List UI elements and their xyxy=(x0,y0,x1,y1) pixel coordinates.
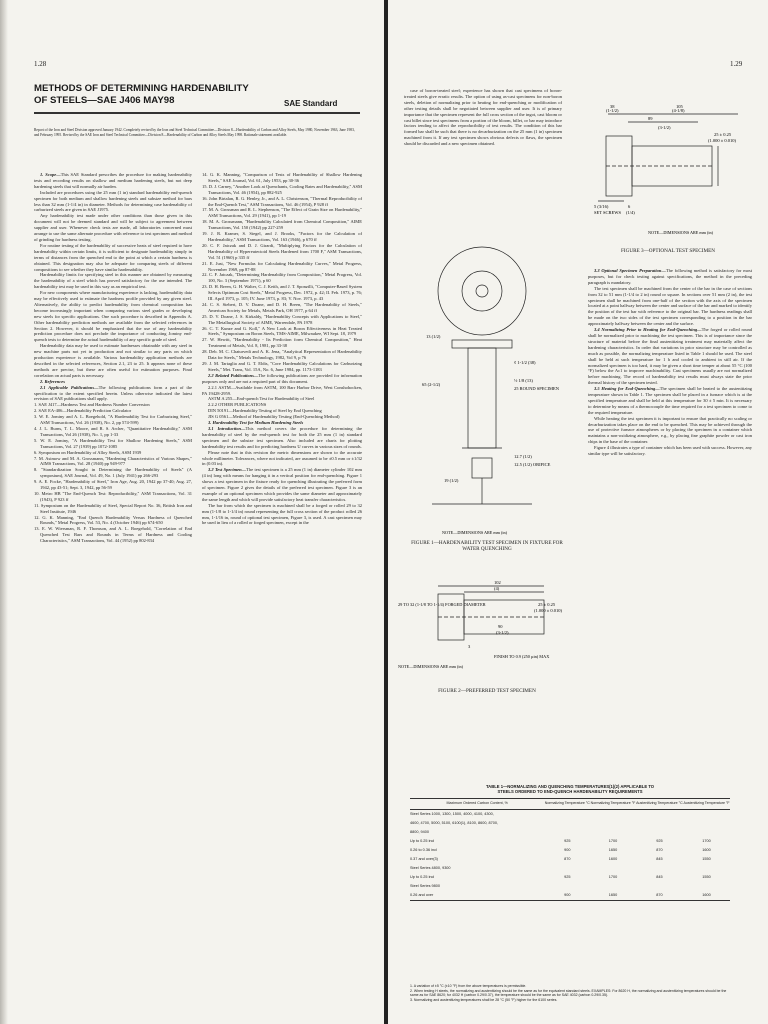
fig2-forged-dia: 29 TO 32 (1-1/8 TO 1-1/4) FORGED DIAMETER xyxy=(398,602,486,607)
section-heading: 2.2 Related Publications— xyxy=(208,372,259,378)
figure-3-optional-specimen xyxy=(588,96,748,236)
table-cell-value xyxy=(590,882,635,891)
table-cell-value xyxy=(683,864,730,873)
fig2-dim-3: 3 xyxy=(468,644,471,649)
table-cell-value: 925 xyxy=(656,839,663,843)
table-body xyxy=(410,810,730,901)
fig1-wall: ½ 1/8 (13) xyxy=(514,378,533,383)
book-spine-shadow xyxy=(0,0,8,1024)
paragraph-text: The test specimen is a 25 mm (1 in) diameter cylinder 102 mm (4 in) long with means for hanging it in a vertical position for end-quenching. Figure 1 shows a test specimen in the fixture ready for quenching illustrating the preferred form of specimen. Figure 2 gives the details of the preferred test specimen. Figure 3 is an example of an optional specimen which provides the same diameter and approximately the same length and which will provide satisfactory heat transfer characteristics. xyxy=(202,467,362,502)
table-header-cell: Maximum Ordered Carbon Content, % xyxy=(410,799,544,810)
fig3-set-screw-label: SET SCREWS xyxy=(594,210,622,215)
reference-item: 4. J. L. Burns, T. L. Moore, and R. S. Archer, "Quantitative Hardenability," ASM Transactions, Vol 26 (1938), No. 1, pp 1-33 xyxy=(34,425,192,437)
fig2-length-2-in: (3-1/2) xyxy=(496,630,509,635)
table-row xyxy=(410,828,730,837)
fig3-dim-6-in: (1/4) xyxy=(626,210,635,215)
fig1-gap: 12.7 (1/2) xyxy=(514,454,532,459)
section-heading: 3.3 Optional Specimen Preparation— xyxy=(594,268,666,273)
standard-label: SAE Standard xyxy=(284,99,338,108)
table-cell-value: 1700 xyxy=(702,839,711,843)
table-cell-value xyxy=(544,828,590,837)
paragraph-text: Included are procedures using the 25 mm (1 in) standard hardenability end-quench specimen for both medium and shallow hardening steels and subsize method for bars less than 32 mm (1-1/4 in) in diameter. Methods for determining case hardenability of carburized steels are given in SAE J1975. xyxy=(34,189,192,213)
table-cell-value xyxy=(544,882,590,891)
table-cell-value xyxy=(544,810,590,820)
paragraph-text: The following publications form a part of the specification to the extent specified herein. Unless otherwise indicated the latest revision of SAE publications shall apply. xyxy=(34,384,192,402)
table-cell-name: Up to 0.25 incl xyxy=(410,839,435,843)
paragraph xyxy=(34,385,192,403)
table-cell-value xyxy=(683,882,730,891)
table-cell-value: 1650 xyxy=(608,848,618,852)
reference-item: 11. Symposium on the Hardenability of Steel, Special Report No. 36, British Iron and Steel Institute, 1946 xyxy=(34,502,192,514)
table-cell-name: Up to 0.25 incl xyxy=(410,875,435,879)
table-row xyxy=(410,855,730,864)
fig3-note: NOTE—DIMENSIONS ARE mm (in) xyxy=(648,230,714,235)
table-cell-value xyxy=(636,819,683,828)
paragraph-text: The bar from which the specimen is machined shall be a forged or rolled 29 to 32 mm (1-1/8 to 1-1/4 in) round representing the full cross section of the product rolled 26 mm, 1-1/16 in, round of optional test specimen, Figure 3, is used. A cast specimen may be used in lieu of a rolled or forged specimen, except in the xyxy=(202,502,362,526)
table-cell-value xyxy=(636,828,683,837)
paragraph-text: case of boron-treated steel; experience has shown that cast specimens of boron-treated steels give erratic results. The option of using as-cast specimens for non-boron steels, deletion of normalizing prior to heating for end-quenching or modification of other testing details shall be negotiated between supplier and user. It is of primary importance that the specimen represent the full cross section of the ingot, cast bloom or cast billet since test specimens from a portion of the bloom, billet, or bar may introduce factors tending to affect the reproducibility of test results. The condition of this bar formed bar shall be such that there is no decarburization on the 25 mm (1 in) specimen machined from it. If any test specimen shows obvious defects or flaws, the specimen should be discarded and a new specimen obtained. xyxy=(404,88,562,147)
table-caption-line-1: TABLE 1—NORMALIZING AND QUENCHING TEMPERATURES(1)(2) APPLICABLE TO xyxy=(485,784,655,789)
paragraph xyxy=(202,373,362,385)
table-row xyxy=(410,819,730,828)
page-number-right: 1.29 xyxy=(730,60,743,68)
figure-1-fixture xyxy=(402,236,564,536)
fig1-bottom-dim: 65 (2-1/2) xyxy=(422,382,441,387)
table-cell-value: 870 xyxy=(636,891,683,901)
fig2-length: 102 xyxy=(494,580,501,585)
table-cell-value xyxy=(683,810,730,820)
table-header-row xyxy=(410,799,730,810)
figure-1-caption: FIGURE 1—HARDENABILITY TEST SPECIMEN IN FIXTURE FOR WATER QUENCHING xyxy=(411,540,563,552)
paragraph-text: The test specimen shall be machined from the center of the bar in the case of sections from 32 to 51 mm (1-1/4 to 2 in) round or square. In sections over 51 mm (2 in), the test specimen shall be machined from one-half of the section with the axis of the specimen located at a point halfway between the center and surface of the bar and marked to identify the position of the test bar with reference to the original bar. The hardness readings shall be made on the two sides of the test specimen corresponding to a position in the bar approximately halfway between the center and the surface. xyxy=(588,285,752,327)
section-heading: 3.5 Heating for End-Quenching— xyxy=(594,386,660,392)
table-cell-value: 925 xyxy=(564,875,571,879)
reference-item: 5. W. E. Jominy, "A Hardenability Test for Shallow Hardening Steels," ASM Transactions, Vol. 27 (1939) pp 1072-1085 xyxy=(34,437,192,449)
table-cell-name: 4600, 4700, 5000, 5100, 6100(1), 8100, 8600, 8700, xyxy=(410,821,499,825)
table-cell-value: 870 xyxy=(564,857,571,861)
reference-item: 27. W. Hewitt, "Hardenability - Its Prediction form Chemical Composition," Heat Treatment of Metals, Vol. 8, 1981, pp 33-38 xyxy=(202,337,362,349)
fig3-dim-38-in: (1-1/2) xyxy=(606,108,619,113)
table-cell-name: 0.26 and over xyxy=(410,891,544,901)
fig3-diameter: 25 ± 0.25 xyxy=(714,132,732,137)
reference-item: 17. M. A. Grossman and R. L. Stephenson, "The Effect of Grain Size on Hardenability," ASM Transactions, Vol. 29 (1941), pp 1-19 xyxy=(202,207,362,219)
fig1-note: NOTE—DIMENSIONS ARE mm (in) xyxy=(442,530,508,535)
paragraph-text: For new components where manufacturing experience is lacking, hardenability data may be effectively used to estimate the hardness profile provided by any given steel. Alternatively, the ability to predict hardenability from chemical composition has become increasingly important when comparing various steel grades or developing new steels for specific applications. One such procedure is described in Appendix A. Other hardenability prediction methods are available from the selected references in Section 2. However, it should be emphasized that the use of any hardenability prediction procedure does not preclude the importance of conducting Jominy end-quench tests to determine the actual hardenability of any specific grade of steel. xyxy=(34,290,192,343)
paragraph xyxy=(202,503,362,527)
paragraph-text: Any hardenability test made under other conditions than those given in this document will not be deemed standard and will be subject to agreement between supplier and user. Whenever check tests are made, all laboratories concerned must arrange to use the same alternate procedure with reference to test specimen and method of grinding for hardness testing. xyxy=(34,213,192,242)
fig3-dim-38: 38 xyxy=(610,104,615,109)
section-heading: 2. References xyxy=(40,378,65,384)
table-1 xyxy=(410,784,730,901)
fig1-top-dim: 13 (1/2) xyxy=(426,334,441,339)
reference-item: 2. SAE EA-406—Hardenability Prediction Calculator xyxy=(34,408,132,414)
section-heading: 1. Scope— xyxy=(40,172,61,177)
fig3-set-screw: 5 (3/16) xyxy=(594,204,609,209)
figure-3-caption: FIGURE 3—OPTIONAL TEST SPECIMEN xyxy=(620,248,715,254)
figure-2-caption: FIGURE 2—PREFERRED TEST SPECIMEN xyxy=(438,688,536,694)
paragraph-text: JIS G 0561—Method of Hardenability Testing (End-Quenching Method) xyxy=(208,414,340,420)
paragraph xyxy=(588,445,752,457)
paragraph-text: The forged or rolled round shall be normalized prior to machining the test specimen. This is of importance since the structure of material before the final austenitizing treatment may materially affect the hardening characteristics. In order that variations in prior structure may be controlled as much as possible, the normalizing temperature listed in Table 1 should be used. The steel shall be held at such temperature for 1 h and cooled to ambient in still air. If the normalized specimen is too hard, it may be given a short time temper at about 55 °C (100 °F) below the Ac1 to improve machinability. Cast specimens usually are not normalized before machining. The record of hardenability test results must always state the prior thermal history of the specimen tested. xyxy=(588,327,752,386)
table-cell-name: 8800, 9400 xyxy=(410,830,430,834)
page-number-left: 1.28 xyxy=(34,60,47,68)
reference-item: 15. D. J. Carney, "Another Look at Quenchants, Cooling Rates and Hardenability," ASM Transactions, Vol. 46 (1954), pp 882-925 xyxy=(202,183,362,195)
fig2-note: NOTE—DIMENSIONS ARE mm (in) xyxy=(398,664,464,669)
reference-item: 24. C. S. Siebert, D. V. Doane, and D. H. Breen, "The Hardenability of Steels," American Society for Metals, Metals Park, OH 1977, p 64 ff xyxy=(202,301,362,313)
right-column-text xyxy=(588,268,752,708)
table-header-cell: Austenitizing Temperature °C xyxy=(636,799,683,810)
reference-item: 23. D. H. Breen, G. H. Walter, C. J. Keith, and J. T. Sponzilli, "Computer-Based System Selects Optimum Cost Steels," Metal Progress, Dec. 1972, p. 42; II. Feb. 1973, p. 76; III. April 1973, p. 105; IV. June 1973, p. 83; V. Nov. 1973, p. 43 xyxy=(202,284,362,302)
fig2-length-in: (4) xyxy=(494,586,500,591)
table-row xyxy=(410,846,730,855)
fig1-spec: 25 ROUND SPECIMEN xyxy=(514,386,560,391)
fig3-dim-105: 105 xyxy=(676,104,683,109)
title-rule xyxy=(34,112,360,114)
reference-item: 18. M. A. Grossmann, "Hardenability Calculated from Chemical Composition," AIME Transactions, Vol. 150 (1942) pp 227-259 xyxy=(202,219,362,231)
paragraph xyxy=(34,213,192,243)
table-1-notes xyxy=(410,984,730,1002)
right-top-text xyxy=(404,88,562,228)
section-heading: 3.1 Introduction— xyxy=(208,425,246,431)
table-header-cell: Normalizing Temperature °C xyxy=(544,799,590,810)
figure-2-preferred-specimen xyxy=(398,576,568,676)
reference-item: 26. C. T. Kunze and G. Koll," A New Look at Boron Effectiveness in Heat Treated Steels," Symposium on Boron Steels, TMS-AIME, Milwaukee, WI Sept. 18, 1979 xyxy=(202,325,362,337)
table-row xyxy=(410,891,730,901)
reference-item: 25. D. V. Doane, J. S. Kirkaldy, "Hardenability Concepts with Applications to Steel," The Metallurgical Society of AIME, Warrendale, PA 1978 xyxy=(202,313,362,325)
left-column-2 xyxy=(202,172,362,1022)
table-cell-value: 845 xyxy=(656,857,663,861)
reference-item: 7. M. Asimow and M. A. Grossmann, "Hardening Characteristics of Various Shapes," AIMS Transactions, Vol. 28 (1940) pp 949-977 xyxy=(34,455,192,467)
table-row xyxy=(410,864,730,873)
report-note: Report of the Iron and Steel Division approved January 1942. Completely revised by the Iron and Steel Technical Committee—Division 8—Hardenability of Carbon and Alloy Steels, May 1980, November 1963, June 1983, and February 1995. Revised by the SAE Iron and Steel Technical Committee—Division 8—Hardenability of Carbon and Alloy Steels May 1998. Rationale statement available. xyxy=(34,128,355,137)
paragraph-text: Hardenability data may be used to estimate hardnesses obtainable with any steel in new machine parts not yet in production and not similar to any parts on which production experience is available. Various hardenability application methods are described in the selected references, Section 2.1, 23 to 25. It appears none of these methods are precise, but these are often useful for estimation purposes. Final correlation on actual parts is necessary. xyxy=(34,343,192,378)
paragraph xyxy=(34,272,192,290)
table-cell-value: 1700 xyxy=(608,839,618,843)
table-note: 1. A variation of ±5 °C (±10 °F) from the above temperatures is permissible. xyxy=(410,984,527,988)
fig1-ring: 19 (1/2) xyxy=(444,478,459,483)
table-header-cell: Austenitizing Temperature °F xyxy=(683,799,730,810)
reference-item: 22. C. F. Jatczak, "Determining Hardenability from Composition," Metal Progress, Vol. 100, No. 3 (September 1971), p 60 xyxy=(202,272,362,284)
table-row xyxy=(410,837,730,846)
reference-item: 10. Metro HB "The End-Quench Test: Reproducibility," ASM Transactions, Vol. 31 (1943), P 923 ff xyxy=(34,490,192,502)
fig3-dim-105-in: (4-1/8) xyxy=(672,108,685,113)
reference-item: 16. John Birtalan, R. G. Henley, Jr., and A. L. Christenson, "Thermal Reproducibility of the End-Quench Test," ASM Transactions, Vol. 46 (1954), P 928 ff xyxy=(202,195,362,207)
table-cell-name: Steel Series 1000, 1300, 1500, 4000, 4100, 4300, xyxy=(410,812,494,816)
fig3-dim-89: 89 xyxy=(648,116,653,121)
table-caption-line-2: STEELS ORDERED TO END-QUENCH HARDENABILITY REQUIREMENTS xyxy=(497,789,643,795)
table-cell-value xyxy=(590,810,635,820)
paragraph-text: Please note that in this revision the metric dimensions are shown to the accurate whole millimeter. Tolerances, where not indicated, are assumed to be ±0.5 mm or ±1/32 in (0.03 in). xyxy=(202,449,362,467)
table-cell-value xyxy=(590,828,635,837)
paragraph-text: This method covers the procedure for determining the hardenability of steel by the end-quench test for both the 25 mm (1 in) standard specimen and the subsize test specimen. Also included are charts for plotting hardenability test results and for predicting hardness U curves in various sizes of rounds. xyxy=(202,425,362,449)
table-cell-value xyxy=(636,810,683,820)
paragraph xyxy=(202,467,362,502)
reference-item: 6. Symposium on Hardenability of Alloy Steels, ASM 1939 xyxy=(34,449,142,455)
paragraph-text: ASTM A 255—End-quench Test for Hardenability of Steel xyxy=(208,396,315,402)
paragraph xyxy=(34,290,192,343)
table-cell-name: Steel Series 4800, 9300 xyxy=(410,866,451,870)
table-cell-value: 845 xyxy=(656,875,663,879)
reference-item: 8. "Standardization Sought in Determining the Hardenability of Steels" (A symposium), SAE Journal, Vol. 49, No. 1 (July 1941) pp 266-293 xyxy=(34,467,192,479)
paragraph-text: This SAE Standard prescribes the procedure for making hardenability tests and recording results on shallow and medium hardening steels, but not deep hardening steels that will normally air harden. xyxy=(34,172,192,189)
paragraph xyxy=(202,450,362,468)
paragraph-text: The following method is satisfactory for most purposes, but for check testing against specifications, the method in the preceding paragraph is mandatory. xyxy=(588,268,752,285)
reference-item: 1. SAE J417—Hardness Test and Hardness Number Conversion xyxy=(34,402,150,408)
document-title xyxy=(34,83,249,107)
fig3-dim-89-in: (3-1/2) xyxy=(658,125,671,130)
table-note: 3. Normalizing and austenitizing temperatures shall be 28 °C (50 °F) higher for the 6100 series. xyxy=(410,997,558,1002)
table-cell-value xyxy=(590,864,635,873)
section-heading: 3. Hardenability Test for Medium Hardening Steels xyxy=(208,420,304,426)
paragraph-text: Hardenability limits for specifying steel in this manner are obtained by measuring the hardenability of a steel which has proved satisfactory for the use intended. The hardenability test may be used in this way as an empirical test. xyxy=(34,272,192,290)
fig3-dim-6: 6 xyxy=(628,204,631,209)
fig1-nozzle: ¢ 1-1/2 (38) xyxy=(514,360,536,365)
paragraph xyxy=(34,343,192,378)
table-row xyxy=(410,873,730,882)
paragraph xyxy=(588,268,752,286)
title-line-2: OF STEELS—SAE J406 MAY98 xyxy=(34,95,175,106)
table-cell-value: 870 xyxy=(656,848,663,852)
table-row xyxy=(410,810,730,820)
reference-item: 3. W. E. Jominy and A. L. Boegehold, "A Hardenability Test for Carburizing Steel," ASM Transactions, Vol. 26 (1938), No. 2, pp 574-599) xyxy=(34,414,192,426)
paragraph xyxy=(34,172,192,190)
table-cell-value xyxy=(544,819,590,828)
fig2-diameter: 25 ± 0.25 xyxy=(538,602,556,607)
paragraph xyxy=(588,286,752,327)
paragraph-text: While heating the test specimen it is important to ensure that practically no scaling or decarburization takes place on the end to be quenched. This may be achieved through the use of protective furnace atmospheres or by placing the specimen in a container which maintains a non-oxidizing atmosphere, e.g., by placing fine graphite powder or cast iron chips in the base of the container. xyxy=(588,415,752,445)
table-cell-value: 925 xyxy=(564,839,571,843)
paragraph xyxy=(34,190,192,214)
section-heading: 2.1 Applicable Publications— xyxy=(40,384,99,390)
paragraph xyxy=(404,88,562,147)
reference-item: 28. Deb. M. C. Chaturvedi and A. K. Jena, "Analytical Representation of Hardenability Data for Steels," Metals Technology, 1982, Vol 9, p 76 xyxy=(202,349,362,361)
paragraph xyxy=(588,327,752,386)
paragraph xyxy=(588,416,752,446)
table-cell-value xyxy=(683,828,730,837)
paragraph-text: 2.2.2 OTHER PUBLICATIONS xyxy=(208,402,267,408)
reference-item: 21. E. Just, "New Formulas for Calculating Hardenability Curves," Metal Progress, November 1969, pp 87-88 xyxy=(202,260,362,272)
paragraph xyxy=(34,243,192,273)
paragraph-text: The specimen shall be heated to the austenitizing temperature shown in Table 1. The specimen shall be placed in a furnace which is at the specified temperature and shall be held at this temperature for 30 ± 5 min. It is necessary to determine by means of a thermocouple the time required for a test specimen to come to the required temperature. xyxy=(588,386,752,415)
table-cell-value: 1600 xyxy=(702,848,711,852)
paragraph-text: DIN 50191—Hardenability Testing of Steel by End Quenching xyxy=(208,408,322,414)
fig2-finish: FINISH TO 0.9 (250 µin) MAX xyxy=(494,654,550,659)
table-cell-value: 1600 xyxy=(683,891,730,901)
table-cell-name: 0.26 to 0.36 incl xyxy=(410,848,437,852)
reference-item: 20. C. F. Jatczak and D. J. Girardi, "Multiplying Factors for the Calculation of Hardenability of Hypereutectoid Steels Hardened from 1700 F," ASM Transactions, Vol. 51 (1960) p 335 ff xyxy=(202,242,362,260)
table-1-grid xyxy=(410,798,730,901)
table-cell-value: 1700 xyxy=(608,875,618,879)
paragraph-text: The following publications are provided for information purposes only and are not a required part of this document. xyxy=(202,372,362,384)
table-cell-value xyxy=(683,819,730,828)
table-cell-value: 1600 xyxy=(608,857,618,861)
paragraph xyxy=(202,385,362,397)
reference-item: 9. A. E. Focke, "Hardenability of Steel," Iron Age, Aug. 20, 1942 pp 37-40; Aug. 27, 1942, pp 43-51; Sept. 3, 1942, pp 56-59 xyxy=(34,479,192,491)
table-cell-value: 1650 xyxy=(590,891,635,901)
paragraph xyxy=(588,386,752,416)
reference-item: 29. J. M. Tartaglia and G. T. Eldis, "Core Hardenability Calculations for Carburizing Steels," Met. Trans, Vol. 15A, No. 6, June 1984, pp. 1173-1183 xyxy=(202,361,362,372)
table-cell-value: 900 xyxy=(564,848,571,852)
left-column-1 xyxy=(34,172,192,1022)
table-cell-value: 1550 xyxy=(702,875,711,879)
reference-item: 13. E. W. Wiersman, R. F. Thomson, and A. L. Boegehold, "Correlation of End Quenched Test Bars and Rounds in Terms of Hardness and Cooling Characteristics," ASM Transactions, Vol. 44 (1952) pp 802-834 xyxy=(34,526,192,544)
table-cell-name: 0.37 and over(3) xyxy=(410,857,438,861)
paragraph-text: 2.2.1 ASTM—Available from ASTM, 100 Barr Harbor Drive, West Conshohocken, PA 19428-2959. xyxy=(202,384,362,396)
table-note: 2. When testing H steels, the normalizing and austenitizing should be the same as for the equivalent standard steels. EXAMPLES: For 8620 H, the normalizing and austenitizing temperatures should be the same as for SAE 8620; for 4032 H (carbon 0.29/0.37), the temperature should be the same as for SAE 4032 (carbon 0.29/0.35). xyxy=(410,988,727,998)
table-1-caption xyxy=(410,784,730,794)
table-cell-value: 900 xyxy=(544,891,590,901)
table-cell-value xyxy=(544,864,590,873)
table-cell-value xyxy=(636,882,683,891)
fig3-diameter-in: (1.000 ± 0.010) xyxy=(708,138,736,143)
table-cell-name: Steel Series 9800 xyxy=(410,884,440,888)
fig2-diameter-in: (1.000 ± 0.010) xyxy=(534,608,562,613)
paragraph-text: Figure 4 illustrates a type of container which has been used with success. However, any similar type will be satisfactory. xyxy=(588,445,752,457)
section-heading: 3.4 Normalizing Prior to Heating for End-Quenching— xyxy=(594,327,702,333)
paragraph xyxy=(202,426,362,450)
fig2-length-2: 90 xyxy=(498,624,503,629)
table-cell-value xyxy=(636,864,683,873)
paragraph-text: For routine testing of the hardenability of successive heats of steel required to have hardenability within certain limits, it is sufficient to designate hardenability simply in terms of distances from the quenched end to the point at which a certain hardness is obtained. This designation may also be adequate for comparing steels of different compositions to see whether they have similar hardenability. xyxy=(34,242,192,272)
table-header-cell: Normalizing Temperature °F xyxy=(590,799,635,810)
reference-item: 14. G. K. Manning, "Comparison of Tests of Hardenability of Shallow Hardening Steels," SAE Journal, Vol. 61, July 1953, pp 30-36 xyxy=(202,172,362,183)
table-cell-value xyxy=(590,819,635,828)
table-cell-value: 1550 xyxy=(702,857,711,861)
reference-item: 19. J. R. Kramer, S. Siegel, and J. Brooks, "Factors for the Calculation of Hardenability," ASM Transactions, Vol. 163 (1946), p 670 ff xyxy=(202,231,362,242)
title-line-1: METHODS OF DETERMINING HARDENABILITY xyxy=(34,83,249,94)
section-heading: 3.2 Test Specimen— xyxy=(208,467,247,473)
fig1-orifice: 12.5 (1/2) ORIFICE xyxy=(514,462,551,467)
reference-item: 12. G. K. Manning, "End Quench Hardenability Versus Hardness of Quenched Rounds," Metal Progress, Vol. 53, No. 4 (October 1946) pp 674-650 xyxy=(34,514,192,526)
table-row xyxy=(410,882,730,891)
